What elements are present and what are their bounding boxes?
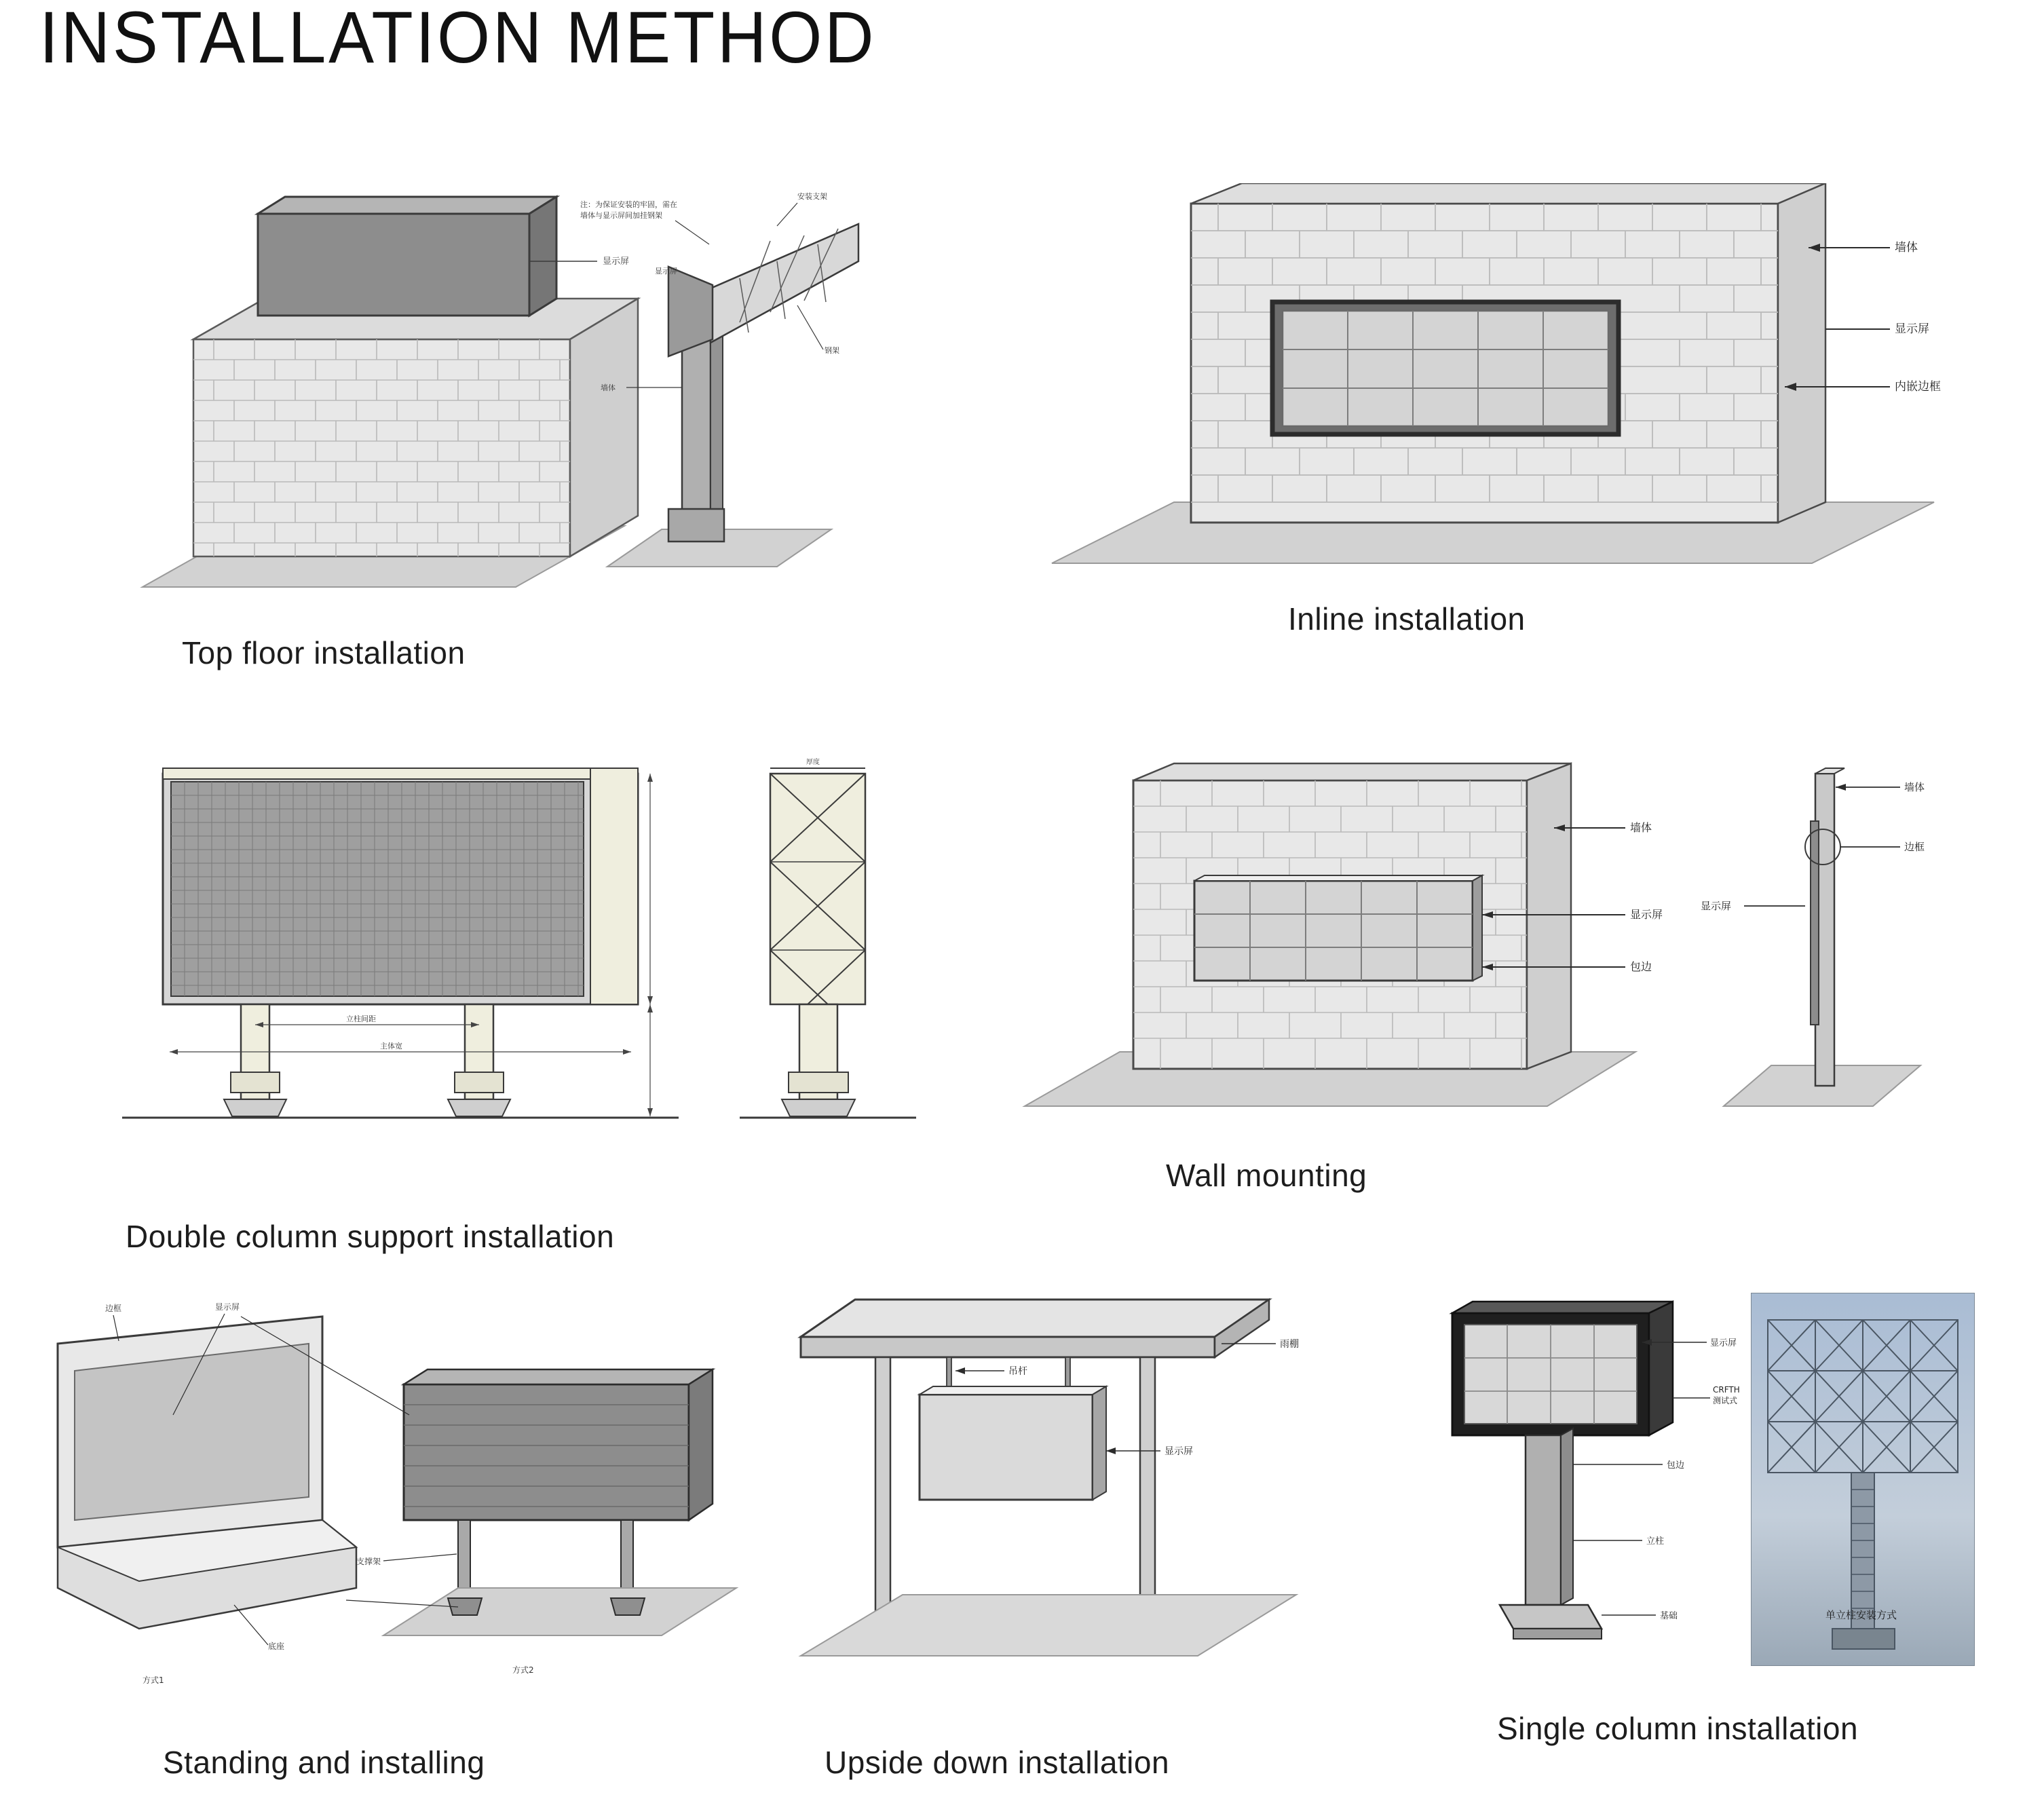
svg-text:显示屏: 显示屏	[1630, 908, 1663, 921]
svg-text:显示屏: 显示屏	[603, 257, 630, 267]
caption-wall-mounting: Wall mounting	[1166, 1158, 1367, 1193]
figure-inline-installation	[1038, 183, 1954, 604]
caption-standing-installing: Standing and installing	[163, 1745, 485, 1780]
page-title: INSTALLATION METHOD	[39, 0, 877, 78]
svg-text:厚度: 厚度	[806, 759, 820, 766]
caption-upside-down-installation: Upside down installation	[825, 1745, 1170, 1780]
svg-text:显示屏: 显示屏	[1710, 1338, 1737, 1348]
caption-inline-installation: Inline installation	[1288, 601, 1526, 637]
svg-text:立柱: 立柱	[1646, 1536, 1665, 1547]
svg-text:底座: 底座	[268, 1642, 285, 1651]
figure-top-floor-detail	[573, 187, 926, 607]
svg-text:立柱间距: 立柱间距	[346, 1015, 376, 1023]
svg-text:显示屏: 显示屏	[215, 1302, 240, 1312]
svg-text:墙体: 墙体	[1630, 821, 1652, 834]
svg-text:主体宽: 主体宽	[380, 1042, 402, 1050]
figure-wall-mounting-side-view	[1697, 760, 1968, 1140]
svg-text:显示屏: 显示屏	[1165, 1446, 1193, 1457]
svg-text:吊杆: 吊杆	[1008, 1366, 1027, 1377]
svg-text:CRFTH: CRFTH	[1713, 1385, 1740, 1395]
svg-text:方式1: 方式1	[143, 1675, 164, 1685]
figure-double-column-support	[122, 753, 679, 1188]
svg-text:钢架: 钢架	[825, 346, 839, 355]
figure-single-column-installation	[1439, 1289, 1792, 1683]
caption-double-column-support: Double column support installation	[126, 1219, 615, 1254]
svg-text:边框: 边框	[1904, 841, 1925, 853]
svg-text:安装支架: 安装支架	[797, 192, 827, 201]
svg-text:方式2: 方式2	[512, 1665, 534, 1675]
figure-single-column-photo-inset	[1751, 1293, 1975, 1666]
svg-text:墙体与显示屏间加挂钢架: 墙体与显示屏间加挂钢架	[580, 211, 662, 220]
svg-text:显示屏: 显示屏	[1895, 322, 1929, 336]
svg-text:边框: 边框	[105, 1304, 122, 1313]
svg-text:墙体: 墙体	[1895, 241, 1918, 254]
figure-double-column-side-view	[740, 753, 916, 1188]
svg-text:显示屏: 显示屏	[655, 267, 677, 276]
svg-text:基础: 基础	[1660, 1611, 1678, 1621]
figure-upside-down-installation	[780, 1276, 1323, 1710]
svg-text:包边: 包边	[1630, 960, 1652, 973]
svg-text:单立柱安装方式: 单立柱安装方式	[1825, 1609, 1897, 1621]
caption-top-floor-installation: Top floor installation	[182, 635, 466, 670]
figure-wall-mounting	[1011, 760, 1690, 1140]
svg-text:测试式: 测试式	[1713, 1396, 1738, 1405]
svg-text:雨棚: 雨棚	[1280, 1339, 1299, 1350]
caption-single-column-installation: Single column installation	[1497, 1711, 1859, 1746]
svg-text:包边: 包边	[1667, 1460, 1685, 1471]
figure-standing-installing	[37, 1296, 770, 1717]
svg-text:墙体: 墙体	[601, 383, 616, 392]
svg-text:墙体: 墙体	[1904, 781, 1925, 793]
svg-text:支撑架: 支撑架	[356, 1557, 381, 1566]
svg-text:内嵌边框: 内嵌边框	[1895, 380, 1941, 394]
svg-text:显示屏: 显示屏	[1701, 900, 1732, 912]
svg-text:注：为保证安装的牢固，需在: 注：为保证安装的牢固，需在	[580, 200, 677, 209]
